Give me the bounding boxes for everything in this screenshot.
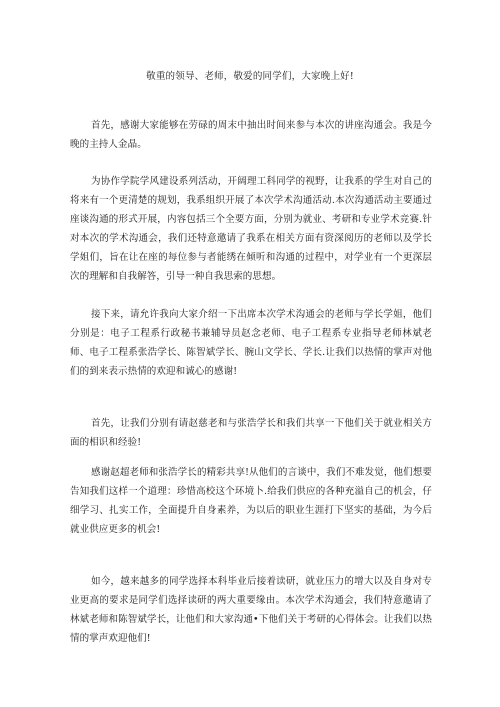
paragraph-intro: 首先，感谢大家能够在劳碌的周末中抽出时间来参与本次的讲座沟通会。我是今晚的主持人金晶。 <box>70 120 432 150</box>
paragraph-employment-invite: 首先，让我们分别有请赵慈老和与张浩学长和我们共享一下他们关于就业相关方面的相识和经验! <box>70 418 432 448</box>
paragraph-guests: 接下来，请允许我向大家介绍一下出席本次学术沟通会的老师与学长学姐，他们分别是：电子工程系行政秘书兼辅导员赵念老师、电子工程系专业指导老师林斌老师、电子工程系张浩学长、陈智斌学长、腕山文学长、学长.让我们以热情的掌声对他们的到来表示热情的欢迎和诚心的感谢! <box>70 309 432 377</box>
paragraph-employment-thanks: 感谢赵超老师和张浩学长的精彩共享!从他们的言谈中，我们不难发觉，他们想要告知我们这样一个道理：珍惜高校这个环境卜.给我们供应的各种充溢自己的机会，仔细学习、扎实工作，全面提升自身素养，为以后的职业生涯打下坚实的基础，为今后就业供应更多的机会! <box>70 467 432 535</box>
paragraph-postgrad: 如今，越来越多的同学选择本科毕业后接着读研，就业压力的增大以及自身对专业更高的要求是同学们选择读研的两大重要缘由。本次学术沟通会，我们特意邀请了林斌老师和陈智斌学长，让他们和大家沟通•下他们关于考研的心得体会。让我们以热情的掌声欢迎他们! <box>70 576 432 644</box>
greeting-line: 敬重的领导、老师，敬爱的同学们，大家晚上好! <box>146 71 354 82</box>
paragraph-background: 为协作学院学风建设系列活动，开阔理工科同学的视野，让我系的学生对自己的将来有一个更清楚的规划，我系组织开展了本次学术沟通活动.本次沟通活动主要通过座谈沟通的形式开展，内容包括三个全要方面，分别为就业、考研和专业学术竞赛.针对本次的学术沟通会，我们还特意邀请了我系在相关方面有资深阅历的老师以及学长学姐们，旨在让在座的每位参与者能绣在倾听和沟通的过程中，对学业有一个更深层次的理解和自我解答，引导一种自我思索的思想。 <box>70 176 432 282</box>
